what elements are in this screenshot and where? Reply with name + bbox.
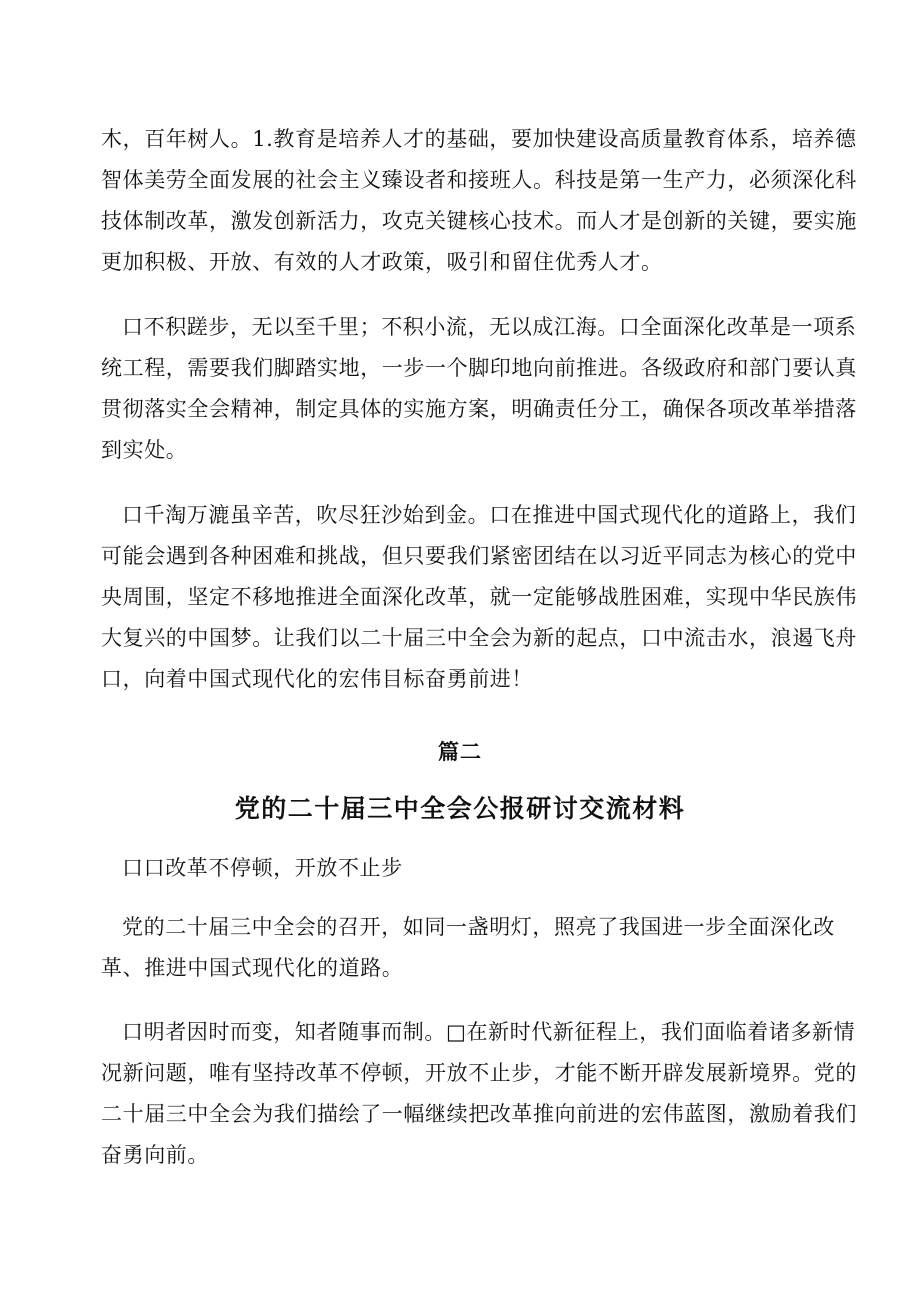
paragraph-reform-blueprint: 口明者因时而变，知者随事而制。□在新时代新征程上，我们面临着诸多新情况新问题，唯有坚持改革不停顿，开放不止步，才能不断开辟发展新境界。党的二十届三中全会为我们描绘了一幅继续把改革推向前进的宏伟蓝图，激励着我们奋勇向前。 bbox=[101, 1020, 857, 1167]
paragraph-step-by-step: 口不积蹉步，无以至千里；不积小流，无以成江海。口全面深化改革是一项系统工程，需要我们脚踏实地，一步一个脚印地向前推进。各级政府和部门要认真贯彻落实全会精神，制定具体的实施方案，明确责任分工，确保各项改革举措落到实处。 bbox=[101, 315, 857, 462]
paragraph-education-talent: 木，百年树人。1.教育是培养人才的基础，要加快建设高质量教育体系，培养德智体美劳全面发展的社会主义臻设者和接班人。科技是第一生产力，必须深化科技体制改革，激发创新活力，攻克关键核心技术。而人才是创新的关键，要实施更加积极、开放、有效的人才政策，吸引和留住优秀人才。 bbox=[101, 127, 857, 274]
paragraph-plenary-intro: 党的二十届三中全会的召开，如同一盏明灯，照亮了我国进一步全面深化改革、推进中国式现代化的道路。 bbox=[101, 915, 835, 980]
section-label: 篇二 bbox=[438, 739, 482, 764]
paragraph-perseverance: 口千淘万漉虽辛苦，吹尽狂沙始到金。口在推进中国式现代化的道路上，我们可能会遇到各种困难和挑战，但只要我们紧密团结在以习近平同志为核心的党中央周围，坚定不移地推进全面深化改革，就一定能够战胜困难，实现中华民族伟大复兴的中国梦。让我们以二十届三中全会为新的起点，口中流击水，浪遏飞舟口，向着中国式现代化的宏伟目标奋勇前进！ bbox=[101, 503, 857, 691]
document-title: 党的二十届三中全会公报研讨交流材料 bbox=[234, 794, 686, 823]
subtitle-line: 口口改革不停顿，开放不止步 bbox=[122, 856, 403, 880]
